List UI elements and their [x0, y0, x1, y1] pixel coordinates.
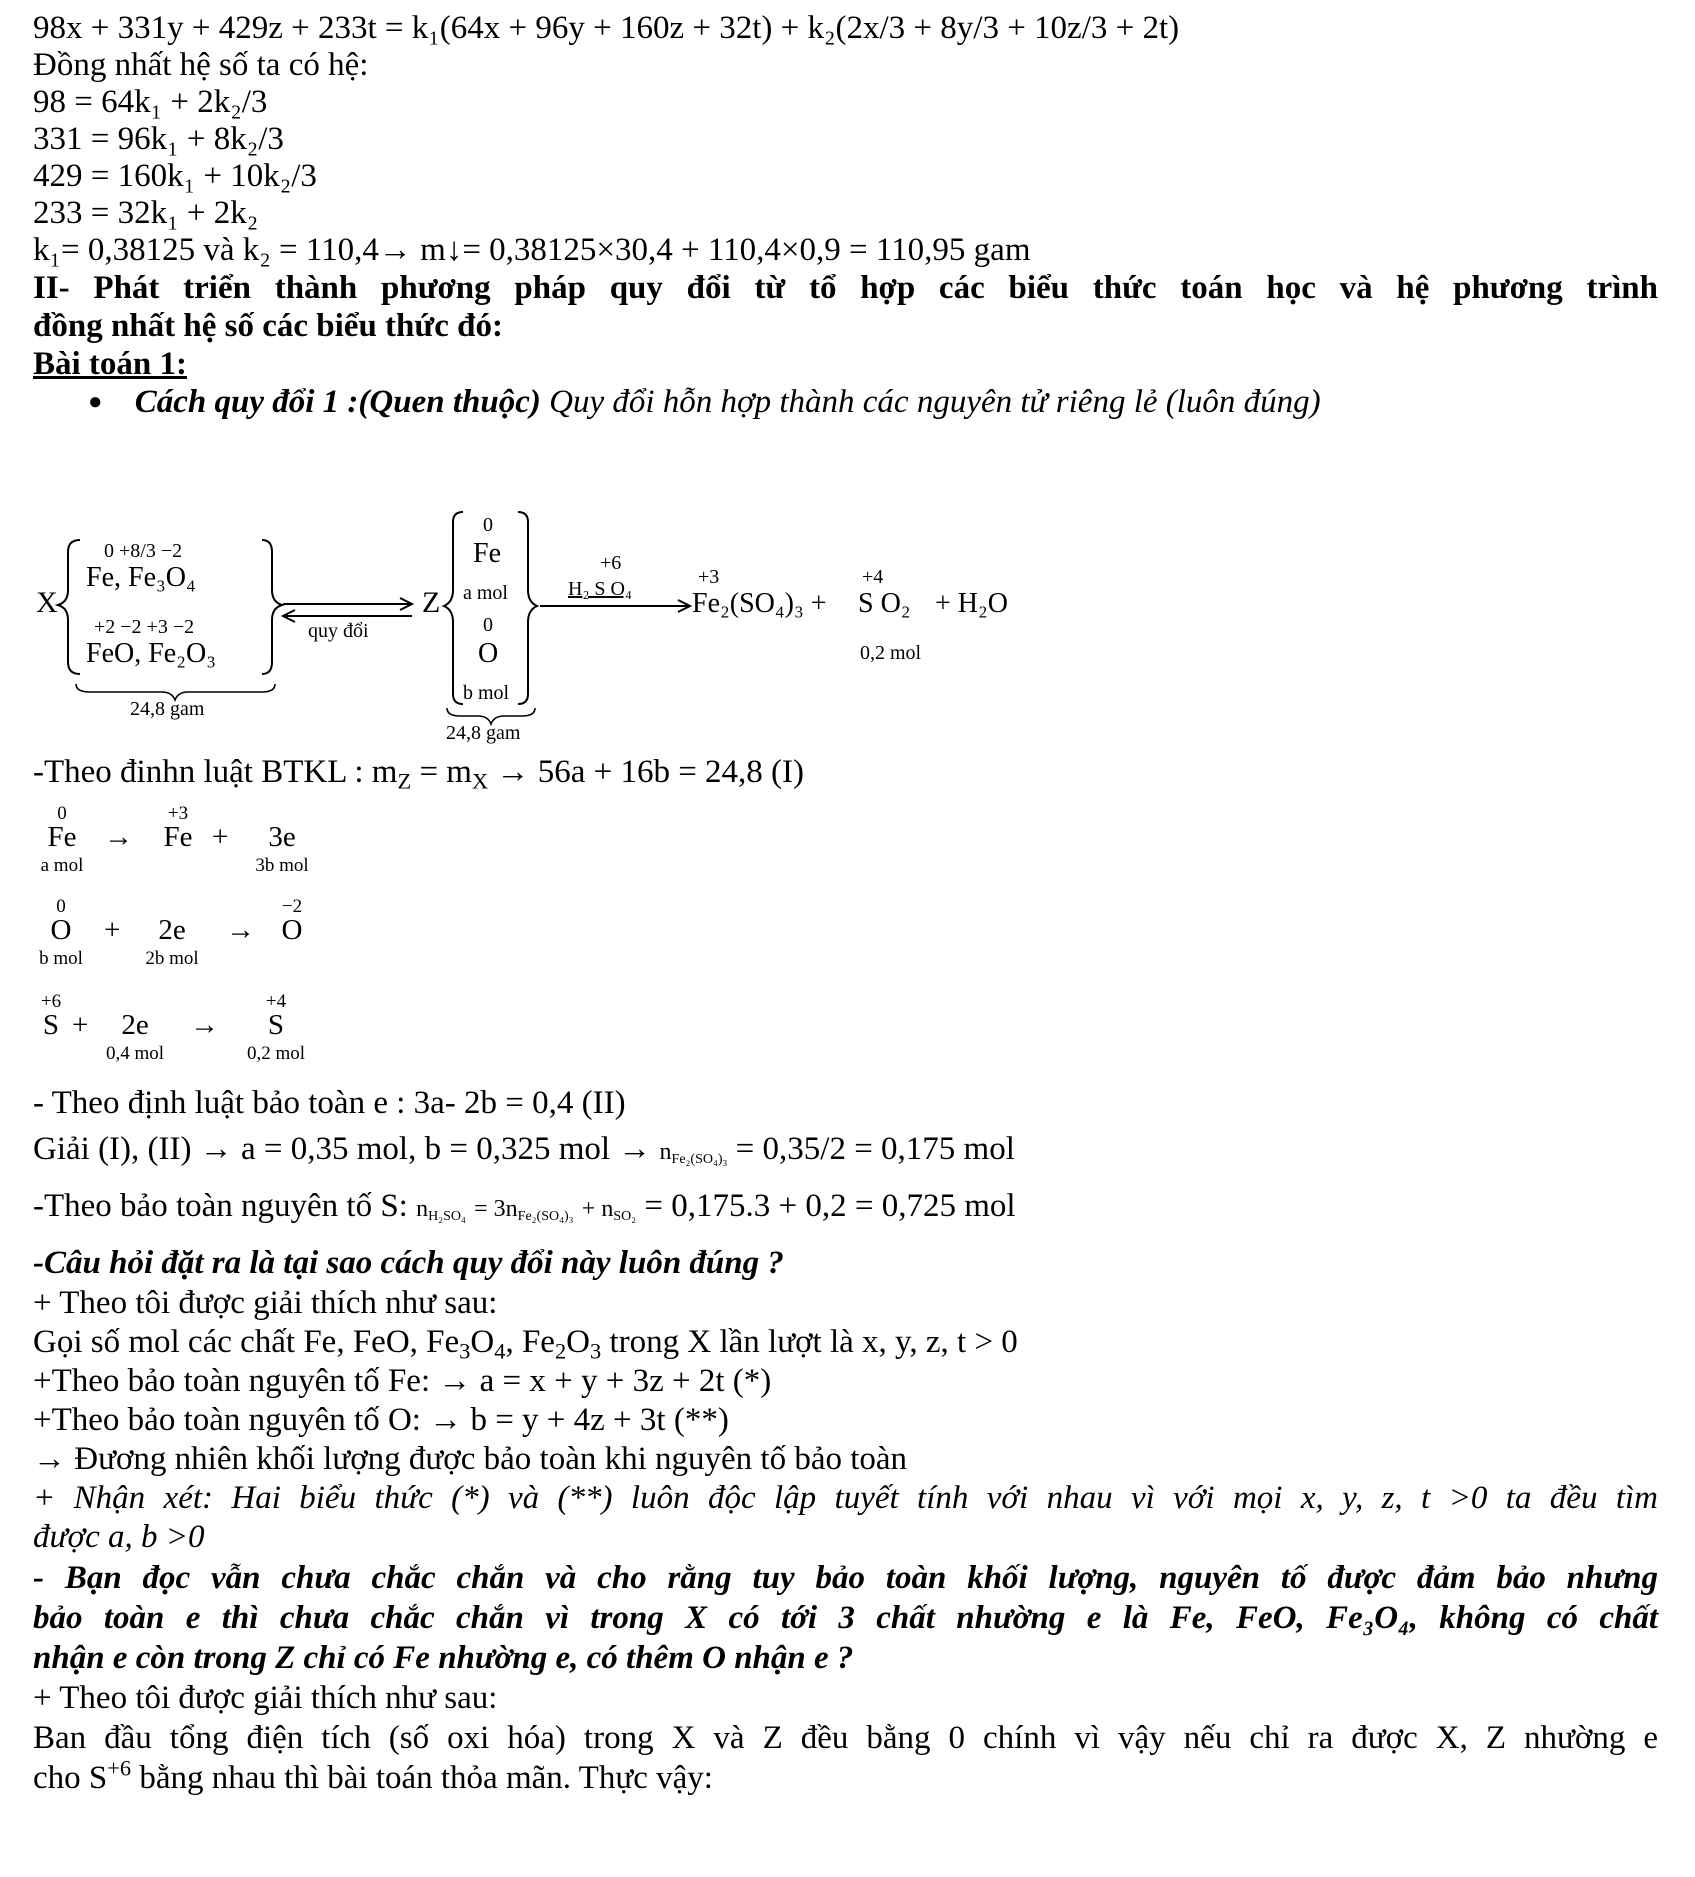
explanation-intro-1: + Theo tôi được giải thích như sau: — [33, 1285, 498, 1321]
z-fe: Fe — [473, 538, 501, 569]
product3: + H₂O — [935, 588, 1008, 619]
x-oxidation-row1: 0 +8/3 −2 — [104, 540, 183, 562]
so2-mol: 0,2 mol — [860, 642, 922, 664]
problem-title: Bài toán 1: — [33, 346, 188, 382]
system-eq-3: 429 = 160k₁ + 10k₂/3 — [33, 158, 317, 194]
system-eq-1: 98 = 64k₁ + 2k₂/3 — [33, 84, 268, 120]
remark-line-1: + Nhận xét: Hai biểu thức (*) và (**) luôn độc lập tuyết tính với nhau vì với mọi x, y, z, t >0 ta đều tìm — [33, 1480, 1658, 1516]
z-mass: 24,8 gam — [446, 722, 521, 744]
reagent: H₂ S O₄ — [568, 578, 632, 600]
section-heading: II- Phát triển thành phương pháp quy đổi từ tổ hợp các biểu thức toán học và hệ phương trình — [33, 270, 1658, 306]
final-paragraph-1: Ban đầu tổng điện tích (số oxi hóa) trong X và Z đều bằng 0 chính vì vậy nếu chỉ ra được X, Z nhường e — [33, 1720, 1658, 1756]
x-compounds-row2: FeO, Fe₂O₃ — [86, 638, 216, 669]
z-fe-oxidation: 0 — [483, 514, 493, 536]
x-mass: 24,8 gam — [130, 698, 205, 720]
remark-line-2: được a, b >0 — [33, 1519, 205, 1555]
x-oxidation-row2: +2 −2 +3 −2 — [94, 616, 195, 638]
s-conservation: -Theo bảo toàn nguyên tố S: $n_{H_2SO_4} = 3n_{Fe_2(SO_4)_3} + n_{SO_2} = 0,175.3 + 0,2 = 0,725$ mol — [33, 1188, 1016, 1225]
reader-question-1: - Bạn đọc vẫn chưa chắc chắn và cho rằng tuy bảo toàn khối lượng, nguyên tố được đảm bảo nhưng — [33, 1560, 1658, 1596]
method-desc: Quy đổi hỗn hợp thành các nguyên tử riêng lẻ (luôn đúng) — [540, 384, 1321, 420]
method-title: Cách quy đổi 1 :(Quen thuộc) — [134, 384, 541, 420]
solve-line: Giải (I), (II) → a = 0,35 mol, b = 0,325 mol → $n_{Fe_2(SO_4)_3} = 0,35/2 = 0,175$ mol — [33, 1131, 1015, 1168]
z-label: Z — [422, 586, 441, 619]
z-o-oxidation: 0 — [483, 614, 493, 636]
equation-k-combination: 98x + 331y + 429z + 233t = k₁(64x + 96y + 160z + 32t) + k₂(2x/3 + 8y/3 + 10z/3 + 2t) — [33, 10, 1180, 46]
x-label: X — [36, 586, 58, 619]
e-conservation: - Theo định luật bảo toàn e : 3a- 2b = 0,4 (II) — [33, 1085, 626, 1121]
product2-oxidation: +4 — [862, 566, 884, 588]
product1: Fe₂(SO₄)₃ + — [692, 588, 827, 619]
reader-question-3: nhận e còn trong Z chỉ có Fe nhường e, có thêm O nhận e ? — [33, 1640, 854, 1676]
question-heading: -Câu hỏi đặt ra là tại sao cách quy đổi này luôn đúng ? — [33, 1245, 784, 1281]
o-conservation: +Theo bảo toàn nguyên tố O: → b = y + 4z + 3t (**) — [33, 1402, 729, 1438]
k-solution: k₁= 0,38125 và k₂ = 110,4→ m↓= 0,38125×30,4 + 110,4×0,9 = 110,95 gam — [33, 232, 1031, 268]
product1-oxidation: +3 — [698, 566, 720, 588]
z-o-mol: b mol — [463, 682, 510, 704]
reagent-oxidation: +6 — [600, 552, 622, 574]
z-o: O — [478, 638, 499, 669]
system-eq-2: 331 = 96k₁ + 8k₂/3 — [33, 121, 284, 157]
btkl-line: -Theo đinhn luật BTKL : $m_Z = m_X \to 56a + 16b = 24,8$ (I) — [33, 754, 805, 794]
explanation-intro-2: + Theo tôi được giải thích như sau: — [33, 1680, 498, 1716]
x-compounds-row1: Fe, Fe₃O₄ — [86, 562, 196, 593]
conversion-label: quy đổi — [308, 620, 369, 642]
final-paragraph-2: cho $S^{+6}$ bằng nhau thì bài toán thỏa mãn. Thực vậy: — [33, 1755, 713, 1796]
product2: S O₂ — [858, 588, 911, 619]
fe-conservation: +Theo bảo toàn nguyên tố Fe: → a = x + y + 3z + 2t (*) — [33, 1363, 772, 1399]
document-page: 98x + 331y + 429z + 233t = k₁(64x + 96y + 160z + 32t) + k₂(2x/3 + 8y/3 + 10z/3 + 2t) Đồng nhất hệ số ta có hệ: 98 = 64k₁ + 2k₂/3 331 = 96k₁ + 8k₂/3 429 = 160k₁ + 10k₂/3 233 = 32k₁ + 2k₂ k₁= 0,38125 và k₂ = 110,4→ m↓= 0,38125×30,4 + 110,4×0,9 = 110,95 gam II- Phát triển thành phương pháp quy đổi từ tổ hợp các biểu thức toán học và hệ phương trình đồng nhất hệ số các biểu thức đó: Bài toán 1: ● Cách quy đổi 1 :(Quen thuộc) Quy đổi hỗn hợp thành các nguyên tử riêng lẻ (luôn đúng) X 0 +8/3 −2 Fe, Fe₃O₄ +2 −2 +3 −2 FeO, Fe₂O₃ 24,8 gam quy đổi Z 0 Fe a mol 0 O b mol 24,8 gam +6 H₂ S O₄ +3 Fe₂(SO₄)₃ + +4 S O₂ + H₂O 0,2 mol -Theo đinhn luật BTKL : $m_Z = m_X \to 56a + 16b = 24,8$ (I) 0 Fe a mol → +3 Fe + 3e 3b mol 0 O b mol + 2e 2b mol → −2 O +6 S + 2e 0,4 mol → +4 S 0,2 mol - Theo định luật bảo toàn e : 3a- 2b = 0,4 (II) Giải (I), (II) → a = 0,35 mol, b = 0,325 mol → $n_{Fe_2(SO_4)_3} = 0,35/2 = 0,175$ mol -Theo bảo toàn nguyên tố S: $n_{H_2SO_4} = 3n_{Fe_2(SO_4)_3} + n_{SO_2} = 0,175.3 + 0,2 = 0,725$ mol -Câu hỏi đặt ra là tại sao cách quy đổi này luôn đúng ? + Theo tôi được giải thích như sau: Gọi số mol các chất Fe, FeO, $Fe_3O_4$, $Fe_2O_3$ trong X lần lượt là x, y, z, t > 0 +Theo bảo toàn nguyên tố Fe: → a = x + y + 3z + 2t (*) +Theo bảo toàn nguyên tố O: → b = y + 4z + 3t (**) → Đương nhiên khối lượng được bảo toàn khi nguyên tố bảo toàn + Nhận xét: Hai biểu thức (*) và (**) luôn độc lập tuyết tính với nhau vì với mọi x, y, z, t >0 ta đều tìm được a, b >0 - Bạn đọc vẫn chưa chắc chắn và cho rằng tuy bảo toàn khối lượng, nguyên tố được đảm bảo nhưng bảo toàn e thì chưa chắc chắn vì trong X có tới 3 chất nhường e là Fe, FeO, Fe₃O₄, không có chất nhận e còn trong Z chỉ có Fe nhường e, có thêm O nhận e ? + Theo tôi được giải thích như sau: Ban đầu tổng điện tích (số oxi hóa) trong X và Z đều bằng 0 chính vì vậy nếu chỉ ra được X, Z nhường e cho $S^{+6}$ bằng nhau thì bài toán thỏa mãn. Thực vậy: — [0, 0, 1695, 1877]
reader-question-2: bảo toàn e thì chưa chắc chắn vì trong X có tới 3 chất nhường e là Fe, FeO, Fe₃O₄, không có chất — [33, 1600, 1658, 1636]
system-eq-4: 233 = 32k₁ + 2k₂ — [33, 195, 259, 231]
bullet-icon: ● — [88, 389, 103, 415]
mass-conservation: → Đương nhiên khối lượng được bảo toàn khi nguyên tố bảo toàn — [33, 1441, 908, 1477]
z-fe-mol: a mol — [463, 582, 508, 604]
coefficient-intro: Đồng nhất hệ số ta có hệ: — [33, 47, 369, 83]
moles-definition: Gọi số mol các chất Fe, FeO, $Fe_3O_4$, $Fe_2O_3$ trong X lần lượt là x, y, z, t > 0 — [33, 1324, 1018, 1364]
section-heading-cont: đồng nhất hệ số các biểu thức đó: — [33, 308, 503, 344]
